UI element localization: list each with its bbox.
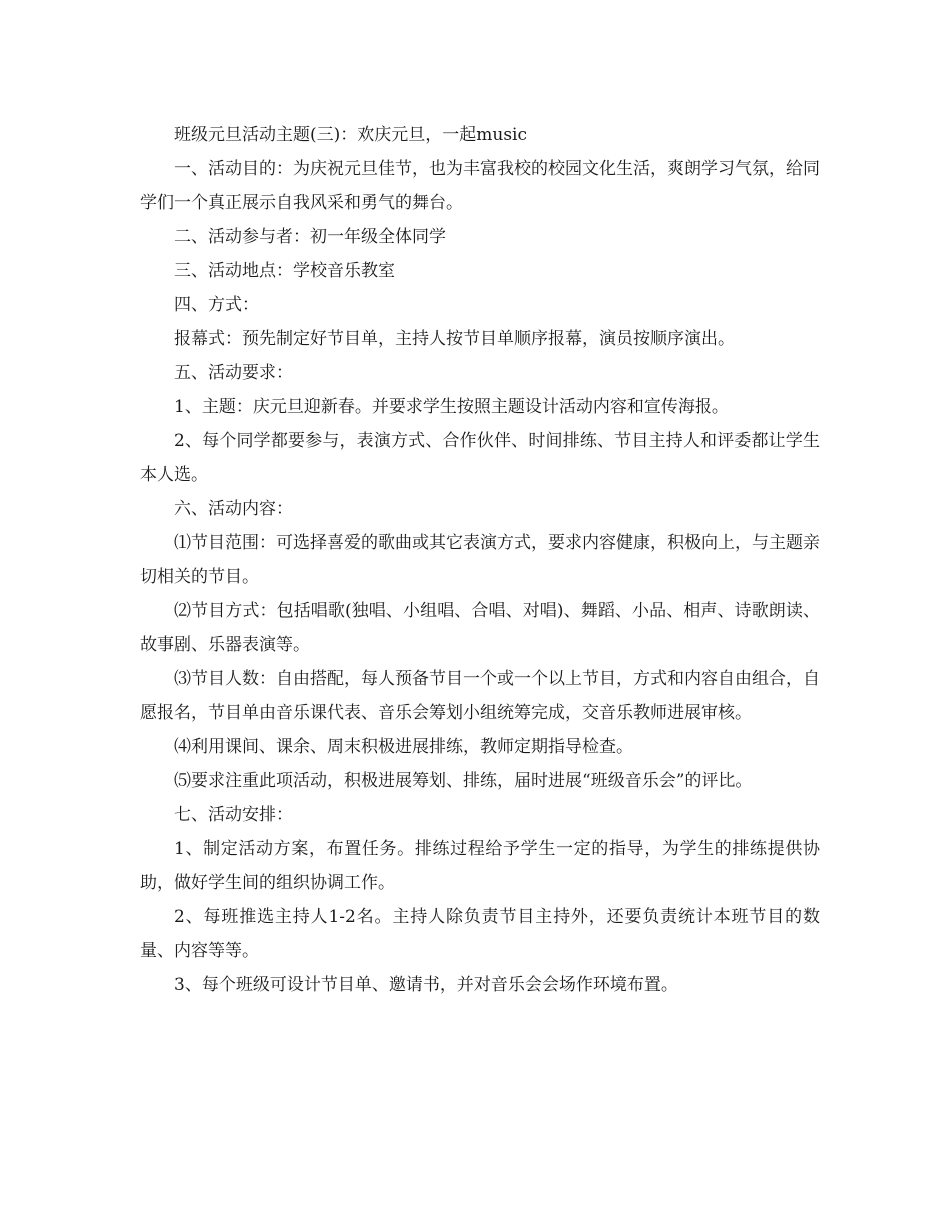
paragraph-format-detail: 报幕式：预先制定好节目单，主持人按节目单顺序报幕，演员按顺序演出。 (174, 329, 735, 349)
document-title: 班级元旦活动主题(三)：欢庆元旦，一起music (174, 125, 528, 145)
section-heading-arrangement: 七、活动安排： (174, 805, 293, 825)
paragraph-requirement-2: 2、每个同学都要参与，表演方式、合作伙伴、时间排练、节目主持人和评委都让学生本人选。 (140, 431, 820, 485)
section-heading-format: 四、方式： (174, 295, 259, 315)
paragraph-arrangement-2: 2、每班推选主持人1-2名。主持人除负责节目主持外，还要负责统计本班节目的数量、内容等等。 (140, 907, 820, 961)
paragraph-content-3: ⑶节目人数：自由搭配，每人预备节目一个或一个以上节目，方式和内容自由组合，自愿报名，节目单由音乐课代表、音乐会筹划小组统筹完成，交音乐教师进展审核。 (140, 669, 820, 723)
paragraph-content-4: ⑷利用课间、课余、周末积极进展排练，教师定期指导检查。 (174, 737, 633, 757)
paragraph-participants: 二、活动参与者：初一年级全体同学 (174, 227, 446, 247)
section-heading-content: 六、活动内容： (174, 499, 293, 519)
paragraph-purpose: 一、活动目的：为庆祝元旦佳节，也为丰富我校的校园文化生活，爽朗学习气氛，给同学们一个真正展示自我风采和勇气的舞台。 (140, 159, 820, 213)
paragraph-requirement-1: 1、主题：庆元旦迎新春。并要求学生按照主题设计活动内容和宣传海报。 (174, 397, 729, 417)
paragraph-content-1: ⑴节目范围：可选择喜爱的歌曲或其它表演方式，要求内容健康，积极向上，与主题亲切相关的节目。 (140, 533, 820, 587)
paragraph-content-5: ⑸要求注重此项活动，积极进展筹划、排练，届时进展“班级音乐会”的评比。 (174, 771, 753, 791)
section-heading-requirements: 五、活动要求： (174, 363, 293, 383)
document-body (140, 118, 820, 1002)
paragraph-content-2: ⑵节目方式：包括唱歌(独唱、小组唱、合唱、对唱)、舞蹈、小品、相声、诗歌朗读、故事剧、乐器表演等。 (140, 601, 820, 655)
paragraph-location: 三、活动地点：学校音乐教室 (174, 261, 395, 281)
paragraph-arrangement-1: 1、制定活动方案，布置任务。排练过程给予学生一定的指导，为学生的排练提供协助，做好学生间的组织协调工作。 (140, 839, 820, 893)
paragraph-arrangement-3: 3、每个班级可设计节目单、邀请书，并对音乐会会场作环境布置。 (174, 975, 678, 995)
